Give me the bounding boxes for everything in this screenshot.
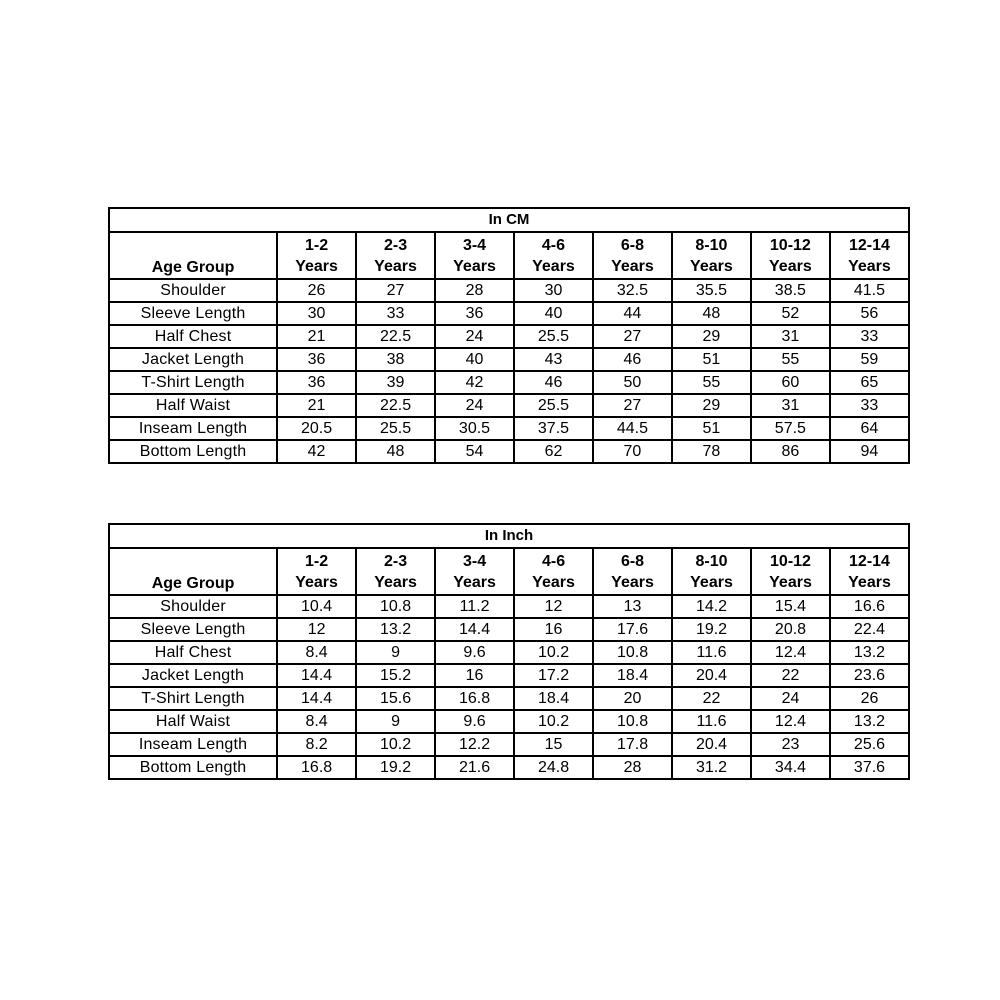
measurement-label: Half Waist	[109, 710, 277, 733]
measurement-value: 12.4	[751, 710, 830, 733]
measurement-label: Jacket Length	[109, 348, 277, 371]
measurement-value: 11.6	[672, 641, 751, 664]
age-column-header	[435, 548, 514, 595]
measurement-value: 20.5	[277, 417, 356, 440]
measurement-value: 31	[751, 325, 830, 348]
age-group-header: Age Group	[109, 232, 277, 279]
age-column-header	[277, 548, 356, 595]
measurement-value: 37.5	[514, 417, 593, 440]
size-table-inch	[108, 523, 910, 780]
table-title: In Inch	[109, 524, 909, 548]
age-column-header	[672, 232, 751, 279]
measurement-value: 41.5	[830, 279, 909, 302]
measurement-label: Bottom Length	[109, 440, 277, 463]
measurement-value: 11.2	[435, 595, 514, 618]
table-row	[109, 733, 909, 756]
measurement-value: 16.8	[435, 687, 514, 710]
measurement-value: 13.2	[356, 618, 435, 641]
age-unit: Years	[453, 573, 496, 591]
measurement-value: 55	[751, 348, 830, 371]
age-unit: Years	[611, 573, 654, 591]
measurement-value: 9.6	[435, 710, 514, 733]
age-column-header	[672, 548, 751, 595]
measurement-value: 14.4	[435, 618, 514, 641]
age-range: 4-6	[541, 552, 566, 570]
measurement-label: Inseam Length	[109, 733, 277, 756]
measurement-value: 25.5	[514, 325, 593, 348]
measurement-value: 50	[593, 371, 672, 394]
measurement-value: 25.6	[830, 733, 909, 756]
measurement-value: 26	[830, 687, 909, 710]
table-row	[109, 618, 909, 641]
measurement-value: 17.2	[514, 664, 593, 687]
measurement-value: 17.6	[593, 618, 672, 641]
measurement-value: 20.8	[751, 618, 830, 641]
measurement-value: 55	[672, 371, 751, 394]
age-unit: Years	[453, 257, 496, 275]
measurement-value: 33	[830, 325, 909, 348]
measurement-value: 12.2	[435, 733, 514, 756]
measurement-value: 30	[277, 302, 356, 325]
measurement-value: 94	[830, 440, 909, 463]
measurement-value: 13	[593, 595, 672, 618]
measurement-label: Bottom Length	[109, 756, 277, 779]
measurement-value: 8.2	[277, 733, 356, 756]
measurement-value: 38.5	[751, 279, 830, 302]
age-unit: Years	[611, 257, 654, 275]
measurement-value: 57.5	[751, 417, 830, 440]
age-unit: Years	[532, 257, 575, 275]
measurement-value: 16.8	[277, 756, 356, 779]
measurement-value: 10.8	[356, 595, 435, 618]
measurement-value: 15.4	[751, 595, 830, 618]
age-range: 12-14	[849, 552, 890, 570]
header-row	[109, 232, 909, 279]
measurement-value: 46	[514, 371, 593, 394]
measurement-value: 15.2	[356, 664, 435, 687]
measurement-value: 44.5	[593, 417, 672, 440]
measurement-value: 28	[593, 756, 672, 779]
measurement-value: 20.4	[672, 664, 751, 687]
age-column-header	[593, 548, 672, 595]
measurement-label: Half Chest	[109, 325, 277, 348]
age-unit: Years	[848, 573, 891, 591]
age-unit: Years	[848, 257, 891, 275]
table-row	[109, 756, 909, 779]
measurement-label: T-Shirt Length	[109, 687, 277, 710]
measurement-value: 48	[356, 440, 435, 463]
measurement-value: 8.4	[277, 641, 356, 664]
measurement-value: 18.4	[514, 687, 593, 710]
measurement-value: 10.8	[593, 710, 672, 733]
measurement-value: 24	[435, 394, 514, 417]
measurement-value: 22.5	[356, 394, 435, 417]
measurement-value: 27	[593, 394, 672, 417]
measurement-value: 29	[672, 394, 751, 417]
measurement-value: 78	[672, 440, 751, 463]
measurement-value: 10.2	[356, 733, 435, 756]
age-unit: Years	[769, 573, 812, 591]
measurement-value: 9.6	[435, 641, 514, 664]
measurement-value: 30.5	[435, 417, 514, 440]
measurement-label: Inseam Length	[109, 417, 277, 440]
age-range: 3-4	[462, 552, 487, 570]
measurement-value: 42	[277, 440, 356, 463]
size-table-cm	[108, 207, 910, 464]
measurement-label: Shoulder	[109, 595, 277, 618]
age-unit: Years	[769, 257, 812, 275]
age-column-header	[356, 232, 435, 279]
measurement-value: 56	[830, 302, 909, 325]
measurement-value: 18.4	[593, 664, 672, 687]
measurement-value: 34.4	[751, 756, 830, 779]
measurement-value: 16	[514, 618, 593, 641]
measurement-value: 10.8	[593, 641, 672, 664]
measurement-value: 19.2	[672, 618, 751, 641]
measurement-value: 22.4	[830, 618, 909, 641]
measurement-value: 24	[751, 687, 830, 710]
measurement-value: 51	[672, 348, 751, 371]
measurement-value: 38	[356, 348, 435, 371]
age-column-header	[830, 548, 909, 595]
table-title-row	[109, 524, 909, 548]
age-column-header	[751, 548, 830, 595]
measurement-value: 40	[514, 302, 593, 325]
measurement-value: 26	[277, 279, 356, 302]
measurement-label: Shoulder	[109, 279, 277, 302]
measurement-value: 10.4	[277, 595, 356, 618]
age-group-header: Age Group	[109, 548, 277, 595]
age-column-header	[593, 232, 672, 279]
measurement-value: 25.5	[356, 417, 435, 440]
table-row	[109, 687, 909, 710]
header-row	[109, 548, 909, 595]
measurement-value: 36	[435, 302, 514, 325]
measurement-value: 23	[751, 733, 830, 756]
age-range: 8-10	[695, 552, 728, 570]
measurement-label: T-Shirt Length	[109, 371, 277, 394]
measurement-value: 13.2	[830, 710, 909, 733]
age-range: 6-8	[620, 236, 644, 254]
age-unit: Years	[295, 573, 338, 591]
measurement-value: 27	[593, 325, 672, 348]
measurement-value: 22	[751, 664, 830, 687]
measurement-value: 48	[672, 302, 751, 325]
age-column-header	[751, 232, 830, 279]
measurement-value: 9	[356, 710, 435, 733]
table-row	[109, 641, 909, 664]
measurement-value: 27	[356, 279, 435, 302]
measurement-value: 11.6	[672, 710, 751, 733]
age-range: 1-2	[305, 236, 329, 254]
age-range: 3-4	[462, 236, 487, 254]
measurement-value: 8.4	[277, 710, 356, 733]
measurement-value: 64	[830, 417, 909, 440]
age-column-header	[514, 232, 593, 279]
measurement-value: 43	[514, 348, 593, 371]
measurement-label: Half Chest	[109, 641, 277, 664]
table-row	[109, 325, 909, 348]
measurement-value: 31	[751, 394, 830, 417]
measurement-value: 10.2	[514, 710, 593, 733]
measurement-value: 31.2	[672, 756, 751, 779]
table-row	[109, 440, 909, 463]
age-unit: Years	[532, 573, 575, 591]
measurement-label: Jacket Length	[109, 664, 277, 687]
measurement-value: 21	[277, 394, 356, 417]
measurement-value: 12.4	[751, 641, 830, 664]
measurement-value: 37.6	[830, 756, 909, 779]
age-range: 10-12	[769, 236, 811, 254]
measurement-value: 25.5	[514, 394, 593, 417]
age-unit: Years	[374, 257, 417, 275]
age-range: 8-10	[695, 236, 728, 254]
age-column-header	[435, 232, 514, 279]
table-title: In CM	[109, 208, 909, 232]
measurement-value: 86	[751, 440, 830, 463]
measurement-label: Sleeve Length	[109, 618, 277, 641]
measurement-value: 22.5	[356, 325, 435, 348]
measurement-value: 51	[672, 417, 751, 440]
measurement-value: 32.5	[593, 279, 672, 302]
measurement-value: 35.5	[672, 279, 751, 302]
age-range: 12-14	[848, 236, 890, 254]
measurement-value: 17.8	[593, 733, 672, 756]
age-column-header	[356, 548, 435, 595]
measurement-value: 24.8	[514, 756, 593, 779]
age-range: 2-3	[383, 236, 408, 254]
age-column-header	[830, 232, 909, 279]
measurement-value: 46	[593, 348, 672, 371]
measurement-value: 29	[672, 325, 751, 348]
measurement-value: 60	[751, 371, 830, 394]
table-row	[109, 595, 909, 618]
measurement-value: 15.6	[356, 687, 435, 710]
measurement-value: 20	[593, 687, 672, 710]
measurement-value: 36	[277, 348, 356, 371]
age-range: 1-2	[305, 552, 329, 570]
age-column-header	[514, 548, 593, 595]
measurement-value: 24	[435, 325, 514, 348]
measurement-value: 70	[593, 440, 672, 463]
measurement-value: 44	[593, 302, 672, 325]
measurement-value: 52	[751, 302, 830, 325]
measurement-value: 16.6	[830, 595, 909, 618]
measurement-value: 9	[356, 641, 435, 664]
measurement-value: 42	[435, 371, 514, 394]
measurement-value: 19.2	[356, 756, 435, 779]
measurement-value: 62	[514, 440, 593, 463]
measurement-value: 28	[435, 279, 514, 302]
measurement-value: 36	[277, 371, 356, 394]
measurement-value: 14.4	[277, 664, 356, 687]
table-row	[109, 302, 909, 325]
age-column-header	[277, 232, 356, 279]
age-range: 10-12	[770, 552, 811, 570]
table-title-row	[109, 208, 909, 232]
measurement-value: 16	[435, 664, 514, 687]
measurement-value: 21.6	[435, 756, 514, 779]
measurement-value: 23.6	[830, 664, 909, 687]
measurement-value: 12	[277, 618, 356, 641]
table-row	[109, 371, 909, 394]
table-row	[109, 664, 909, 687]
measurement-value: 40	[435, 348, 514, 371]
measurement-label: Sleeve Length	[109, 302, 277, 325]
age-unit: Years	[690, 573, 733, 591]
measurement-value: 15	[514, 733, 593, 756]
measurement-value: 33	[356, 302, 435, 325]
measurement-value: 21	[277, 325, 356, 348]
measurement-value: 20.4	[672, 733, 751, 756]
measurement-value: 59	[830, 348, 909, 371]
table-row	[109, 348, 909, 371]
measurement-value: 39	[356, 371, 435, 394]
measurement-value: 13.2	[830, 641, 909, 664]
measurement-value: 22	[672, 687, 751, 710]
measurement-value: 30	[514, 279, 593, 302]
age-unit: Years	[295, 257, 338, 275]
table-row	[109, 417, 909, 440]
measurement-value: 54	[435, 440, 514, 463]
measurement-value: 10.2	[514, 641, 593, 664]
age-unit: Years	[374, 573, 417, 591]
table-row	[109, 394, 909, 417]
table-row	[109, 710, 909, 733]
age-range: 4-6	[541, 236, 566, 254]
age-range: 6-8	[620, 552, 645, 570]
measurement-value: 65	[830, 371, 909, 394]
measurement-value: 14.2	[672, 595, 751, 618]
measurement-value: 14.4	[277, 687, 356, 710]
measurement-value: 12	[514, 595, 593, 618]
age-range: 2-3	[384, 552, 408, 570]
measurement-value: 33	[830, 394, 909, 417]
table-row	[109, 279, 909, 302]
measurement-label: Half Waist	[109, 394, 277, 417]
age-unit: Years	[690, 257, 733, 275]
